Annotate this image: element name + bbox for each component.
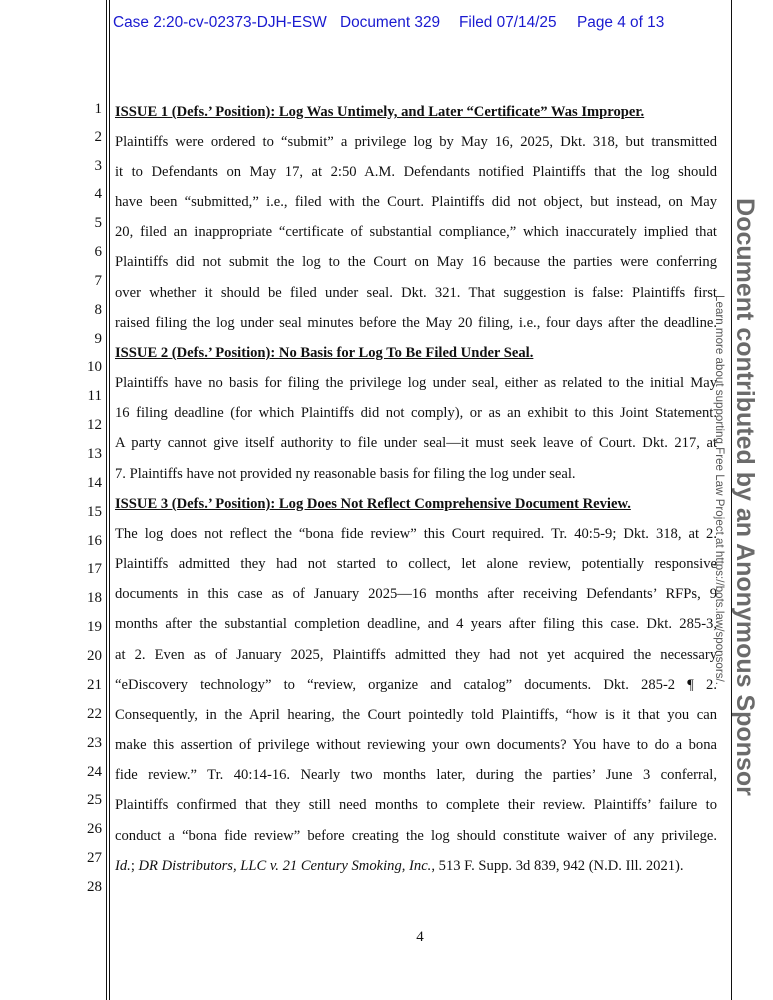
body-line: months after the substantial completion deadline, and 4 years after filing this case. Dkt. 285-3, [115,616,717,632]
line-number: 25 [87,792,102,808]
body-line: “eDiscovery technology” to “review, organize and catalog” documents. Dkt. 285-2 ¶ 2. [115,677,717,693]
body-line: Plaintiffs have no basis for filing the privilege log under seal, either as related to the initial May [115,375,717,391]
citation-line [115,857,717,875]
body-line: 20, filed an inappropriate “certificate of substantial compliance,” which inaccurately implied that [115,224,717,240]
body-line: have been “submitted,” i.e., filed with the Court. Plaintiffs did not object, but instead, on May [115,194,717,210]
line-number: 6 [94,244,102,260]
line-number: 20 [87,648,102,664]
line-number: 13 [87,446,102,462]
case-citation-reporter: , 513 F. Supp. 3d 839, 942 (N.D. Ill. 2021). [431,858,684,874]
case-citation-name: DR Distributors, LLC v. 21 Century Smoking, Inc. [138,858,432,874]
body-line: Consequently, in the April hearing, the Court pointedly told Plaintiffs, “how is it that you can [115,707,717,723]
left-margin-rule-inner [109,0,110,1000]
line-number: 11 [87,388,102,404]
sponsor-watermark-title: Document contributed by an Anonymous Sponsor [731,198,759,796]
line-number: 14 [87,475,102,491]
body-line: at 2. Even as of January 2025, Plaintiffs admitted they had not yet acquired the necessary [115,647,717,663]
line-number: 19 [87,619,102,635]
citation-id: Id. [115,858,131,874]
line-number: 27 [87,850,102,866]
left-margin-rule [106,0,107,1000]
page-number: 4 [416,929,424,945]
line-number: 28 [87,879,102,895]
body-line: it to Defendants on May 17, at 2:50 A.M. Defendants notified Plaintiffs that the log should [115,164,717,180]
line-number: 26 [87,821,102,837]
line-number: 12 [87,417,102,433]
line-number: 23 [87,735,102,751]
page-indicator: Page 4 of 13 [577,14,665,31]
body-line: 7. Plaintiffs have not provided ny reasonable basis for filing the log under seal. [115,466,576,482]
citation-separator: ; [130,858,139,874]
body-line: fide review.” Tr. 40:14-16. Nearly two months later, during the parties’ June 3 conferral, [115,767,717,783]
body-line: make this assertion of privilege without reviewing your own documents? You have to do a bona [115,737,717,753]
body-line: Plaintiffs were ordered to “submit” a privilege log by May 16, 2025, Dkt. 318, but transmitted [115,134,717,150]
line-number: 15 [87,504,102,520]
line-number: 1 [94,101,102,117]
body-line: The log does not reflect the “bona fide review” this Court required. Tr. 40:5-9; Dkt. 318, at 2. [115,526,717,542]
body-line: A party cannot give itself authority to file under seal—it must seek leave of Court. Dkt. 217, at [115,435,717,451]
line-number: 2 [94,129,102,145]
line-number: 7 [94,273,102,289]
line-number: 16 [87,533,102,549]
line-number: 8 [94,302,102,318]
body-line: over whether it should be filed under seal. Dkt. 321. That suggestion is false: Plaintiffs first [115,285,717,301]
body-line: Plaintiffs did not submit the log to the Court on May 16 because the parties were conferring [115,254,717,270]
issue-3-heading: ISSUE 3 (Defs.’ Position): Log Does Not Reflect Comprehensive Document Review. [115,496,631,512]
case-number: Case 2:20-cv-02373-DJH-ESW [113,14,327,31]
body-line: conduct a “bona fide review” before creating the log should constitute waiver of any privilege. [115,828,717,844]
issue-2-heading: ISSUE 2 (Defs.’ Position): No Basis for Log To Be Filed Under Seal. [115,345,534,361]
line-number: 5 [94,215,102,231]
line-number: 22 [87,706,102,722]
filed-date: Filed 07/14/25 [459,14,557,31]
line-number: 17 [87,561,102,577]
body-line: Plaintiffs confirmed that they still need months to complete their review. Plaintiffs’ failure to [115,797,717,813]
line-number: 21 [87,677,102,693]
body-line: Plaintiffs admitted they had not started to collect, let alone review, potentially responsive [115,556,717,572]
document-number: Document 329 [340,14,441,31]
body-line: raised filing the log under seal minutes before the May 20 filing, i.e., four days after the deadline. [115,315,717,331]
line-number: 24 [87,764,102,780]
body-line: 16 filing deadline (for which Plaintiffs did not comply), or as an exhibit to this Joint Statement. [115,405,717,421]
line-number: 10 [87,359,102,375]
body-line: documents in this case as of January 2025—16 months after receiving Defendants’ RFPs, 9 [115,586,717,602]
line-number: 4 [94,186,102,202]
line-number: 3 [94,158,102,174]
line-number: 18 [87,590,102,606]
sponsor-watermark-link: Learn more about supporting Free Law Project at https://bots.law/sponsors/. [713,295,726,685]
issue-1-heading: ISSUE 1 (Defs.’ Position): Log Was Untimely, and Later “Certificate” Was Improper. [115,104,645,120]
line-number: 9 [94,331,102,347]
